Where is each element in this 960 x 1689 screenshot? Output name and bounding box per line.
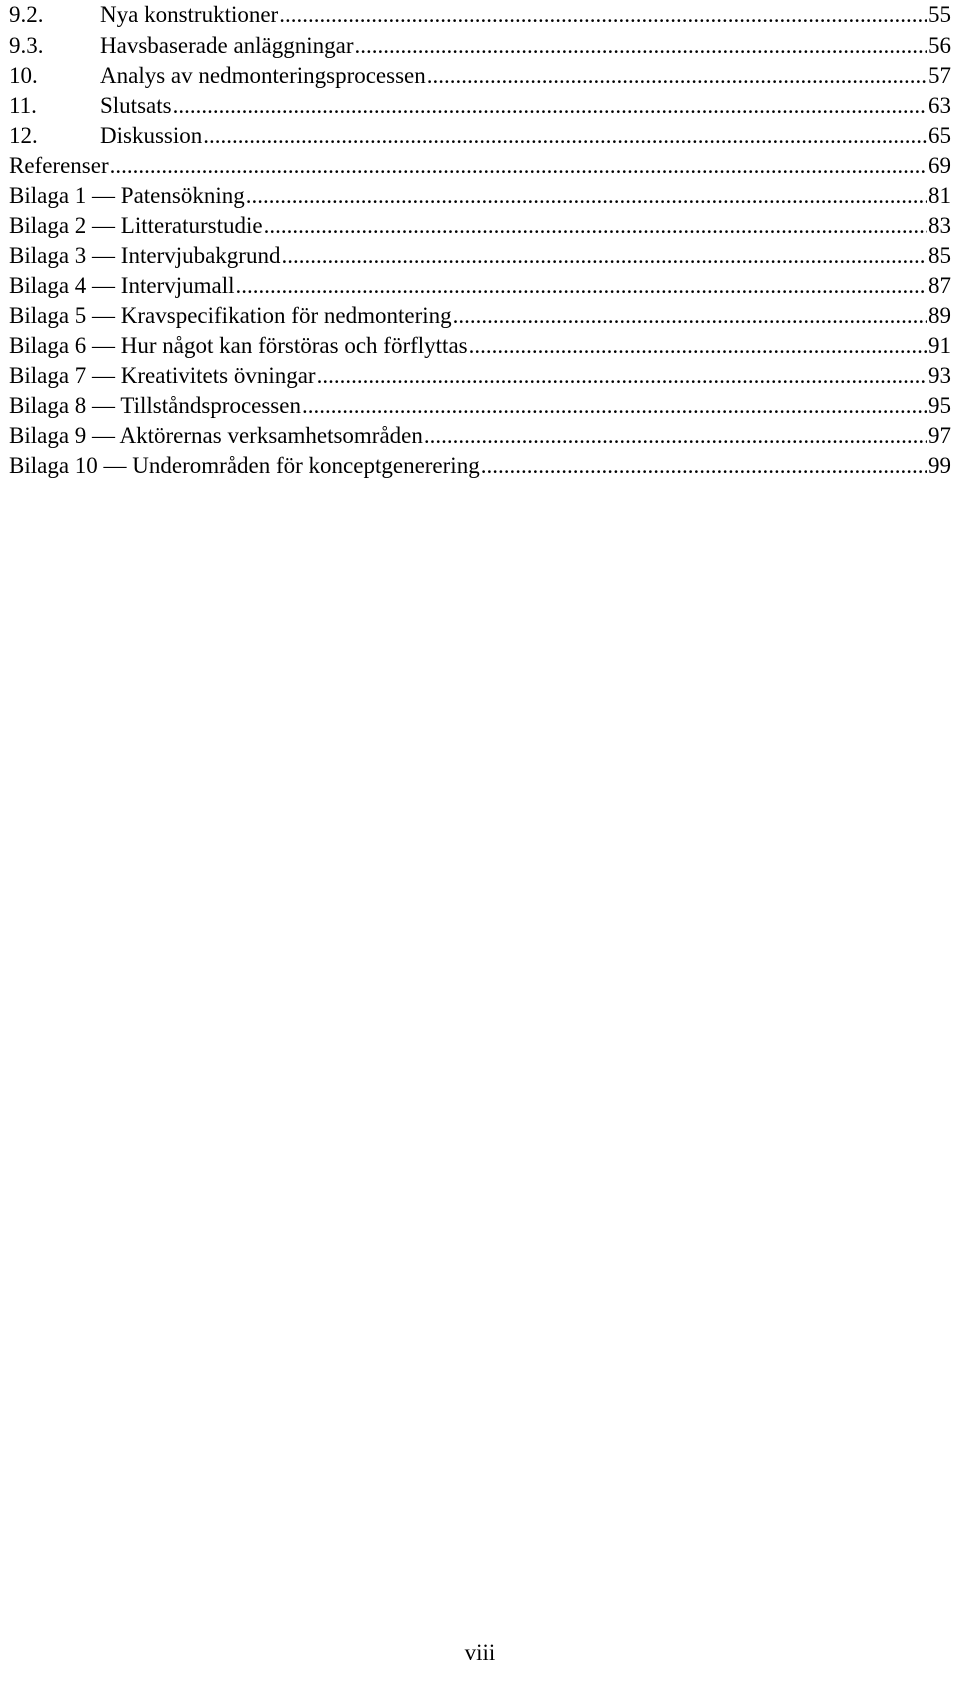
dot-leader <box>173 91 927 121</box>
dot-leader <box>469 331 927 361</box>
dot-leader <box>427 61 927 91</box>
toc-entry-page: 56 <box>928 33 951 58</box>
toc-entry-page: 85 <box>928 243 951 268</box>
toc-entry-page: 91 <box>928 333 951 358</box>
dot-leader <box>246 181 927 211</box>
dot-leader <box>355 31 927 61</box>
dot-leader <box>279 0 927 30</box>
toc-entry-page: 93 <box>928 363 951 388</box>
toc-entry-page: 65 <box>928 123 951 148</box>
toc-entry-page: 83 <box>928 213 951 238</box>
toc-entry-number: 9.3. <box>9 33 44 58</box>
dot-leader <box>302 391 927 421</box>
dot-leader <box>424 421 927 451</box>
toc-entry-page: 63 <box>928 93 951 118</box>
toc-entry-number: 11. <box>9 93 37 118</box>
dot-leader <box>203 121 927 151</box>
toc-entry-title: Bilaga 9 — Aktörernas verksamhetsområden <box>9 423 423 448</box>
toc-entry[interactable] <box>9 271 951 301</box>
dot-leader <box>235 271 927 301</box>
dot-leader <box>110 151 927 181</box>
toc-entry[interactable] <box>9 91 951 121</box>
toc-entry-number: 10. <box>9 63 38 88</box>
toc-entry-title: Analys av nedmonteringsprocessen <box>100 63 426 88</box>
toc-entry[interactable] <box>9 121 951 151</box>
page-number: viii <box>464 1640 496 1665</box>
toc-entry[interactable] <box>9 31 951 61</box>
toc-entry[interactable] <box>9 451 951 481</box>
toc-entry-number: 12. <box>9 123 38 148</box>
toc-entry[interactable] <box>9 301 951 331</box>
dot-leader <box>453 301 927 331</box>
toc-entry-title: Bilaga 8 — Tillståndsprocessen <box>9 393 301 418</box>
toc-entry[interactable] <box>9 0 951 31</box>
toc-entry-page: 89 <box>928 303 951 328</box>
toc-entry-page: 69 <box>928 153 951 178</box>
toc-entry-title: Slutsats <box>100 93 172 118</box>
toc-entry[interactable] <box>9 61 951 91</box>
toc-entry-title: Bilaga 10 — Underområden för konceptgenerering <box>9 453 480 478</box>
toc-entry-title: Bilaga 3 — Intervjubakgrund <box>9 243 281 268</box>
toc-entry-title: Bilaga 4 — Intervjumall <box>9 273 235 298</box>
toc-entry-number: 9.2. <box>9 2 44 27</box>
dot-leader <box>317 361 927 391</box>
toc-entry-page: 81 <box>928 183 951 208</box>
toc-entry-title: Bilaga 6 — Hur något kan förstöras och förflyttas <box>9 333 468 358</box>
toc-entry-title: Bilaga 2 — Litteraturstudie <box>9 213 263 238</box>
dot-leader <box>264 211 927 241</box>
toc-entry-page: 55 <box>928 2 951 27</box>
toc-entry-title: Bilaga 1 — Patensökning <box>9 183 245 208</box>
toc-entry-title: Referenser <box>9 153 109 178</box>
dot-leader <box>281 241 927 271</box>
toc-entry[interactable] <box>9 151 951 181</box>
toc-entry-title: Nya konstruktioner <box>100 2 279 27</box>
table-of-contents <box>9 0 951 481</box>
toc-entry-title: Bilaga 5 — Kravspecifikation för nedmontering <box>9 303 452 328</box>
toc-entry[interactable] <box>9 331 951 361</box>
toc-entry[interactable] <box>9 421 951 451</box>
toc-entry[interactable] <box>9 391 951 421</box>
toc-entry-page: 97 <box>928 423 951 448</box>
toc-entry[interactable] <box>9 181 951 211</box>
toc-entry-title: Diskussion <box>100 123 203 148</box>
toc-entry[interactable] <box>9 211 951 241</box>
toc-entry[interactable] <box>9 241 951 271</box>
toc-entry-title: Havsbaserade anläggningar <box>100 33 354 58</box>
toc-entry-page: 99 <box>928 453 951 478</box>
toc-entry-title: Bilaga 7 — Kreativitets övningar <box>9 363 316 388</box>
toc-entry[interactable] <box>9 361 951 391</box>
toc-entry-page: 95 <box>928 393 951 418</box>
toc-entry-page: 87 <box>928 273 951 298</box>
dot-leader <box>481 451 927 481</box>
toc-entry-page: 57 <box>928 63 951 88</box>
